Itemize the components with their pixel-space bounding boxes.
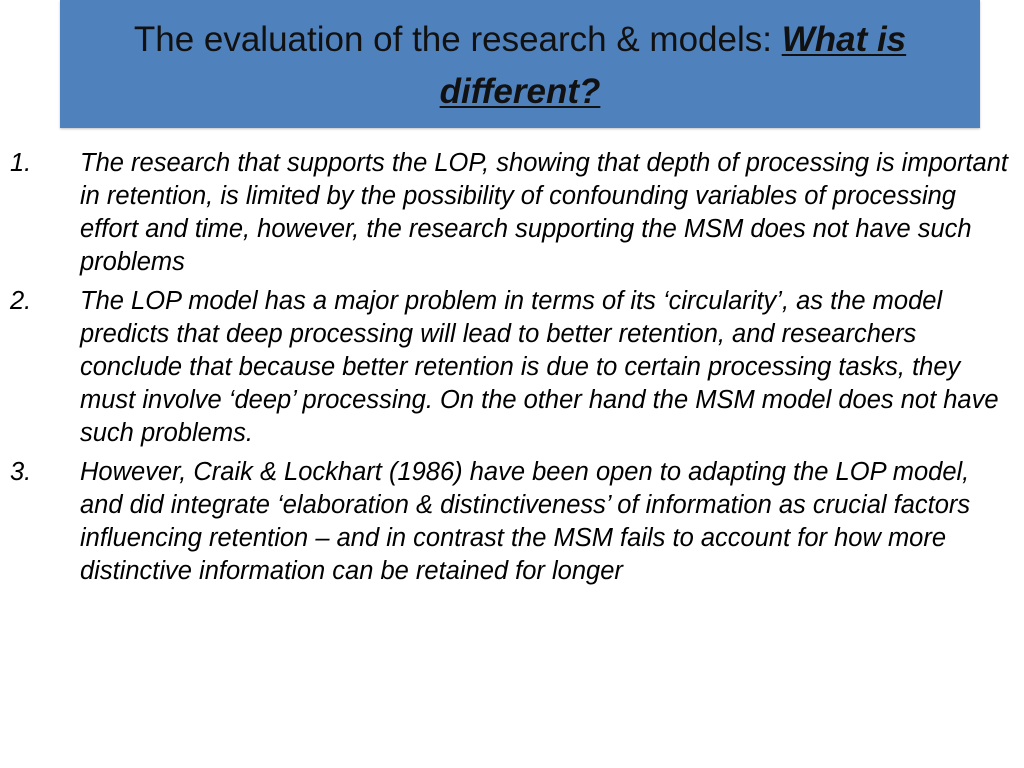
slide-title-emphasis: What is different? [439, 20, 907, 111]
evaluation-list [0, 147, 1010, 594]
list-item-number: 1. [10, 149, 32, 177]
list-item [0, 147, 1010, 279]
list-item-number: 2. [10, 287, 32, 315]
slide-title [70, 14, 970, 118]
list-item-text: The LOP model has a major problem in terms of its ‘circularity’, as the model predicts that deep processing will lead to better retention, and researchers conclude that because better retention is due to certain processing tasks, they must involve ‘deep’ processing. On the other hand the MSM model does not have such problems. [80, 287, 999, 447]
slide-title-main: The evaluation of the research & models: [133, 20, 782, 59]
list-item [0, 456, 1010, 588]
list-item-number: 3. [10, 458, 32, 486]
list-item-text: The research that supports the LOP, showing that depth of processing is important in retention, is limited by the possibility of confounding variables of processing effort and time, however, the research supporting the MSM does not have such problems [80, 149, 1008, 276]
list-item [0, 285, 1010, 450]
list-item-text: However, Craik & Lockhart (1986) have been open to adapting the LOP model, and did integrate ‘elaboration & distinctiveness’ of information as crucial factors influencing retention – and in contrast the MSM fails to account for how more distinctive information can be retained for longer [80, 458, 971, 585]
